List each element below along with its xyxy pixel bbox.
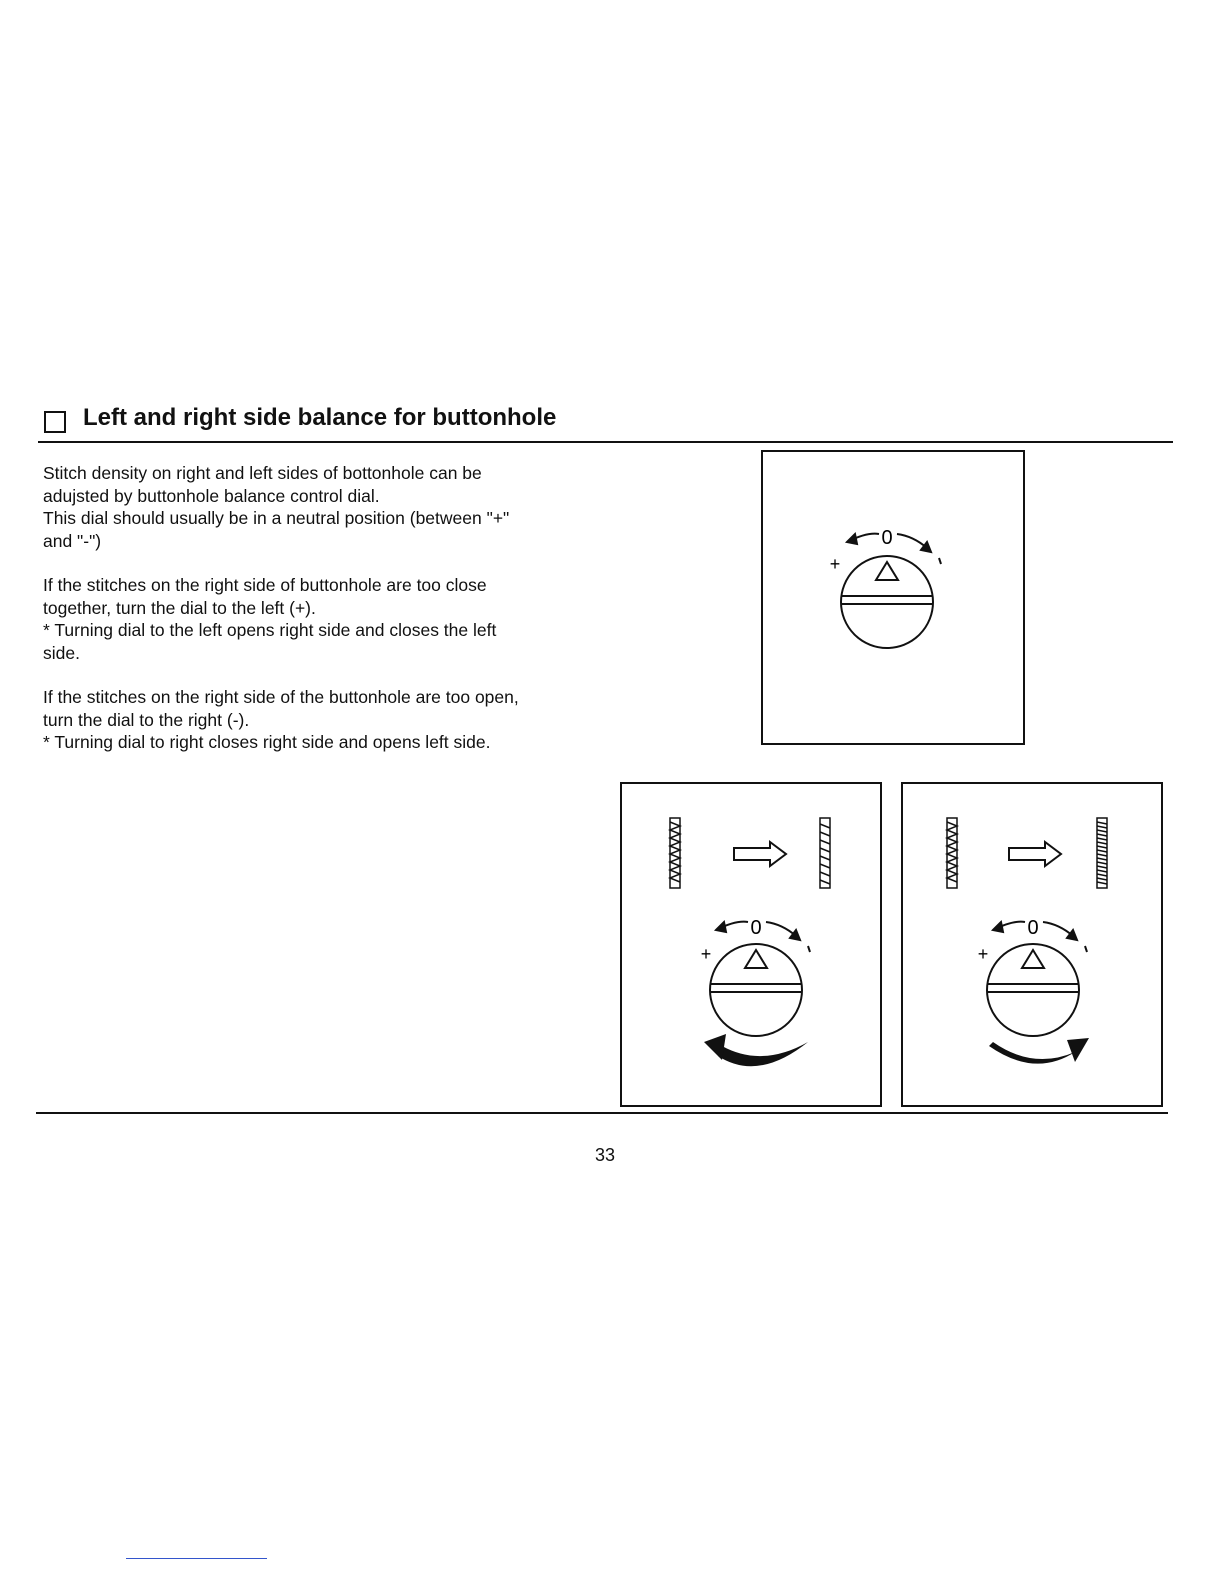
rotate-left-arrow-icon (704, 1034, 808, 1066)
paragraph-intro (43, 462, 603, 552)
dial-plus-label: + (829, 554, 841, 574)
checkbox-icon (44, 411, 66, 433)
figure-turn-left (620, 782, 882, 1107)
text-line: * Turning dial to right closes right side and opens left side. (43, 732, 491, 752)
text-line: turn the dial to the right (-). (43, 709, 250, 730)
text-line: side. (43, 642, 80, 663)
rotate-right-arrow-icon (989, 1038, 1089, 1064)
turn-right-diagram (903, 784, 1161, 1105)
arrow-right-icon (1009, 842, 1061, 866)
dial-plus-label: + (700, 944, 712, 964)
figure-turn-right (901, 782, 1163, 1107)
stitch-after-icon (820, 818, 830, 888)
footer-rule (36, 1112, 1168, 1114)
dial-zero-label: 0 (1027, 917, 1039, 939)
stitch-before-icon (947, 818, 957, 888)
text-line: This dial should usually be in a neutral position (between "+" (43, 508, 510, 528)
text-line: adujsted by buttonhole balance control dial. (43, 485, 380, 506)
figure-dial-neutral (761, 450, 1025, 745)
stitch-after-icon (1097, 818, 1107, 888)
text-line: * Turning dial to the left opens right side and closes the left (43, 620, 497, 640)
balance-dial-icon (763, 452, 1023, 743)
arrow-right-icon (734, 842, 786, 866)
stitch-before-icon (670, 818, 680, 888)
paragraph-too-close (43, 574, 603, 664)
footer-underline (126, 1558, 267, 1559)
dial-plus-label: + (977, 944, 989, 964)
page-number: 33 (594, 1145, 616, 1165)
text-line: together, turn the dial to the left (+). (43, 597, 316, 618)
section-title: Left and right side balance for buttonhole (83, 404, 557, 431)
dial-zero-label: 0 (881, 527, 893, 549)
text-line: and "-") (43, 530, 102, 551)
text-line: If the stitches on the right side of buttonhole are too close (43, 575, 487, 595)
dial-zero-label: 0 (750, 917, 762, 939)
text-line: If the stitches on the right side of the buttonhole are too open, (43, 687, 519, 707)
header-rule (38, 441, 1173, 443)
instructions-text (43, 462, 603, 776)
text-line: Stitch density on right and left sides of bottonhole can be (43, 463, 482, 483)
paragraph-too-open (43, 686, 603, 754)
turn-left-diagram (622, 784, 880, 1105)
